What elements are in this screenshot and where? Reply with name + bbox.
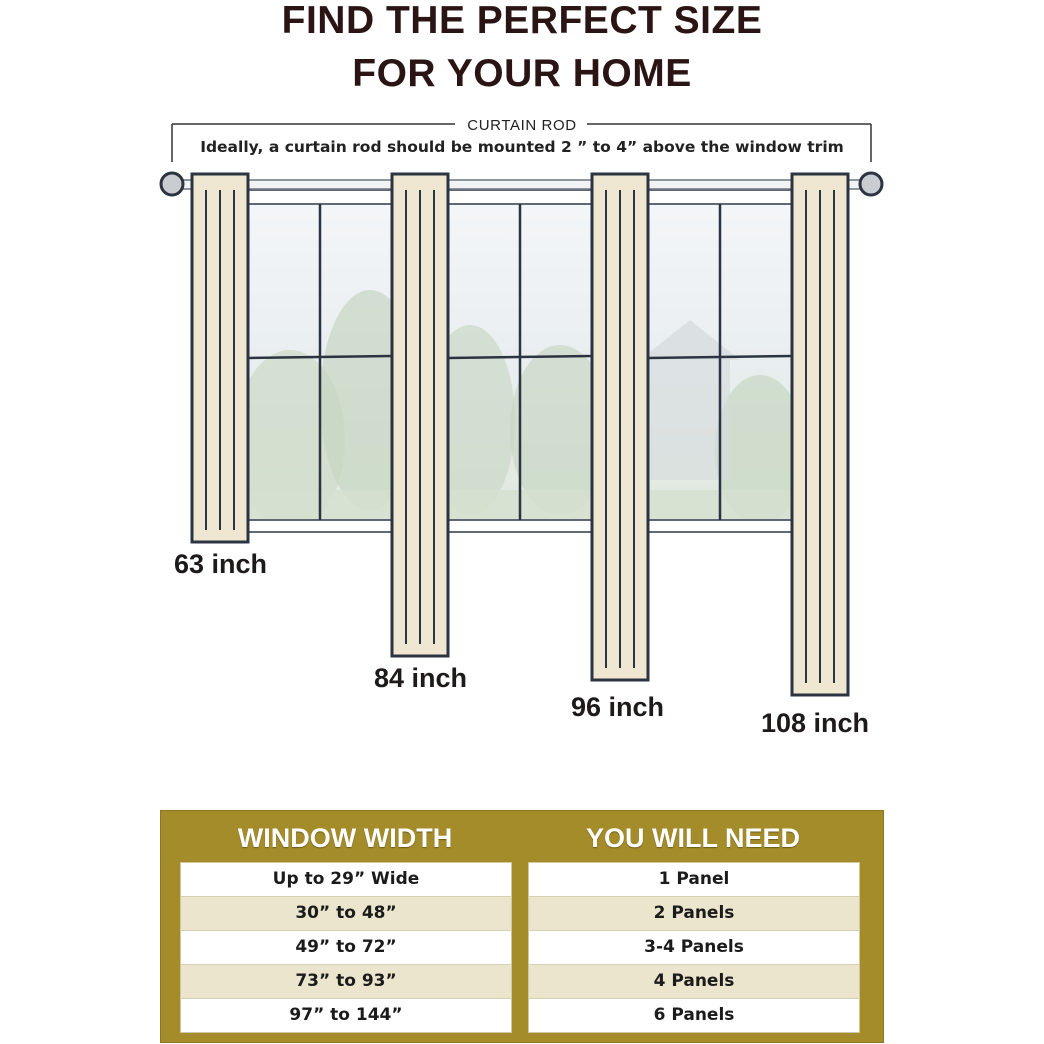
table-cell-need: 4 Panels — [529, 965, 859, 999]
length-label-108: 108 inch — [761, 708, 870, 738]
page-title-line-1: FIND THE PERFECT SIZE — [281, 0, 763, 42]
table-cell-width: 49” to 72” — [181, 931, 511, 965]
curtain-panel-96 — [592, 174, 648, 680]
table-cell-width: 30” to 48” — [181, 897, 511, 931]
table-cell-need: 2 Panels — [529, 897, 859, 931]
right-finial-icon — [860, 173, 882, 195]
you-will-need-column — [528, 862, 860, 1033]
size-table — [160, 810, 884, 1043]
curtain-rod-note: Ideally, a curtain rod should be mounted 2 ” to 4” above the window trim — [200, 138, 844, 156]
window-width-header: WINDOW WIDTH — [237, 823, 453, 853]
length-label-63: 63 inch — [174, 549, 268, 579]
you-will-need-header: YOU WILL NEED — [585, 823, 800, 853]
table-cell-width: Up to 29” Wide — [181, 863, 511, 897]
table-cell-need: 3-4 Panels — [529, 931, 859, 965]
length-label-96: 96 inch — [571, 692, 665, 722]
curtain-rod-title-text: CURTAIN ROD — [463, 117, 580, 134]
window-width-column — [180, 862, 512, 1033]
length-label-84: 84 inch — [374, 663, 468, 693]
table-cell-width: 73” to 93” — [181, 965, 511, 999]
table-cell-need: 1 Panel — [529, 863, 859, 897]
curtain-panel-108 — [792, 174, 848, 695]
table-cell-need: 6 Panels — [653, 1005, 735, 1025]
curtain-panel-63 — [192, 174, 248, 542]
table-cell-width: 97” to 144” — [289, 1005, 403, 1025]
curtain-rod-title — [0, 117, 1044, 134]
left-finial-icon — [161, 173, 183, 195]
page-title-line-2: FOR YOUR HOME — [352, 52, 692, 95]
curtain-panel-84 — [392, 174, 448, 656]
